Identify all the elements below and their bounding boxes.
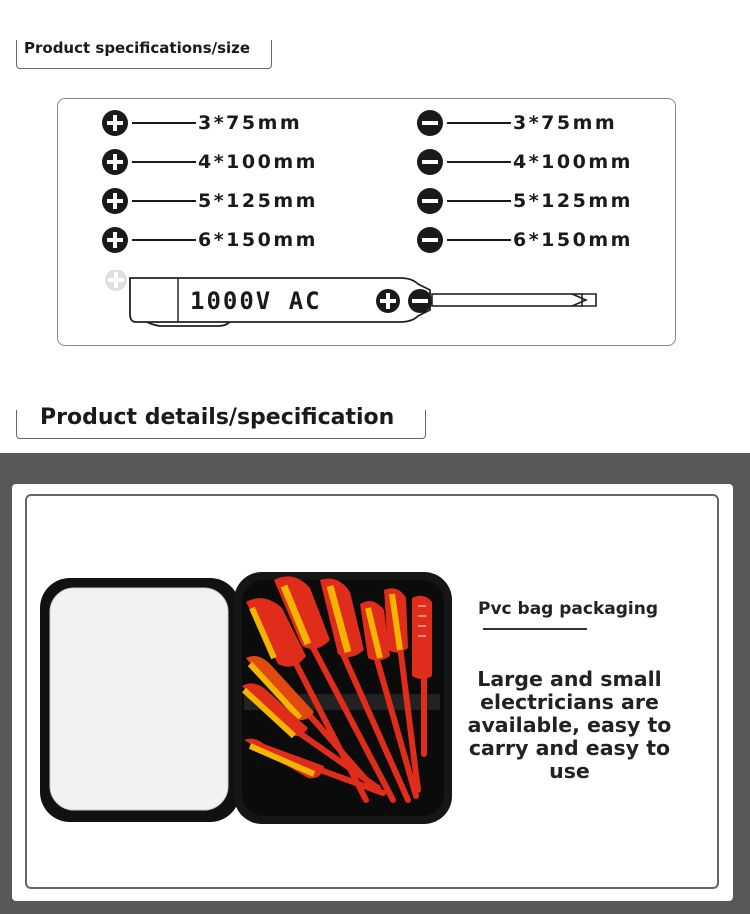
slotted-bit-icon [417, 188, 443, 214]
spec-connector-line [132, 122, 196, 124]
tester-shaft [432, 294, 582, 306]
spec-size: 6*150mm [198, 229, 318, 251]
specs-heading: Product specifications/size [24, 39, 251, 57]
phillips-bit-icon [102, 227, 128, 253]
spec-connector-line [132, 239, 196, 241]
tester-slotted-icon [408, 289, 432, 313]
pvc-bag-product-image [38, 568, 454, 826]
slotted-row-3 [417, 188, 633, 214]
spec-size: 6*150mm [513, 229, 633, 251]
spec-connector-line [132, 161, 196, 163]
slotted-bit-icon [417, 227, 443, 253]
phillips-row-1 [102, 110, 302, 136]
tester-label: 1000V AC [190, 287, 322, 315]
slotted-row-4 [417, 227, 633, 253]
phillips-row-2 [102, 149, 318, 175]
bag-mesh-pocket [50, 588, 228, 810]
product-description: Large and small electricians are available, easy to carry and easy to use [467, 667, 672, 783]
packaging-label: Pvc bag packaging [477, 599, 659, 619]
packaging-underline [483, 628, 587, 630]
phillips-bit-icon [102, 110, 128, 136]
slotted-row-2 [417, 149, 633, 175]
phillips-row-3 [102, 188, 318, 214]
spec-connector-line [447, 200, 511, 202]
spec-connector-line [447, 122, 511, 124]
spec-size: 5*125mm [513, 190, 633, 212]
details-heading: Product details/specification [40, 405, 395, 430]
spec-size: 5*125mm [198, 190, 318, 212]
slotted-bit-icon [417, 110, 443, 136]
slotted-bit-icon [417, 149, 443, 175]
spec-size: 4*100mm [198, 151, 318, 173]
phillips-bit-icon [102, 149, 128, 175]
tester-phillips-icon [376, 289, 400, 313]
phillips-bit-icon [102, 188, 128, 214]
spec-size: 4*100mm [513, 151, 633, 173]
slotted-row-1 [417, 110, 617, 136]
spec-size: 3*75mm [198, 112, 303, 134]
faint-phillips-icon [105, 270, 127, 291]
spec-connector-line [447, 239, 511, 241]
spec-size: 3*75mm [513, 112, 618, 134]
spec-connector-line [132, 200, 196, 202]
phillips-row-4 [102, 227, 318, 253]
voltage-tester-drawing [100, 270, 620, 340]
spec-connector-line [447, 161, 511, 163]
